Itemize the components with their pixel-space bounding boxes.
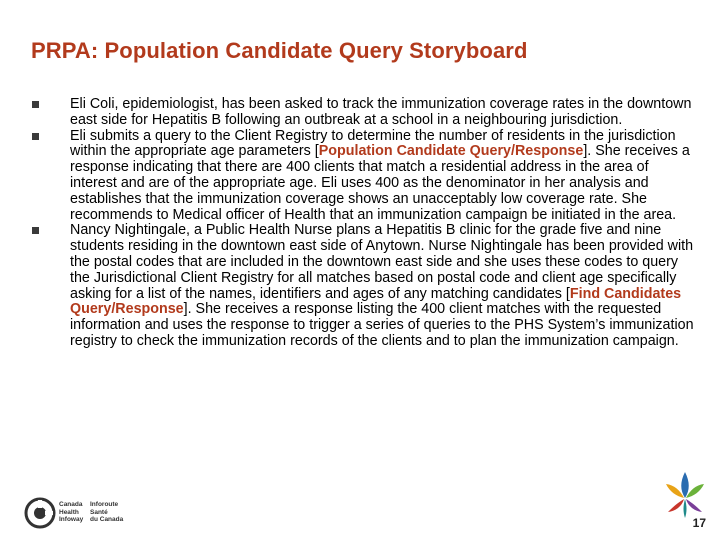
logo-line: Health <box>59 508 79 516</box>
bullet-item-eli-coli-assignment <box>30 97 694 129</box>
logo-text-english <box>59 501 83 524</box>
logo-line: du Canada <box>90 516 124 523</box>
square-bullet-icon <box>32 101 39 108</box>
logo-line: Canada <box>59 501 83 508</box>
bullet-list <box>30 97 694 350</box>
bullet-text-after: ]. She receives a response listing the 400 client matches with the requested information and uses the response to trigger a series of queries to the PHS System’s immunization registry to check the immunization records of the clients and to plan the immunization campaign. <box>70 301 694 349</box>
square-bullet-icon <box>32 133 39 140</box>
logo-line: Inforoute <box>90 501 119 508</box>
highlight-population-candidate-query: Population Candidate Query/Response <box>318 143 584 160</box>
bullet-item-eli-query <box>30 129 694 224</box>
page-number: 17 <box>692 516 706 530</box>
highlight-find-candidates-query: Find Candidates Query/Response <box>70 285 682 318</box>
logo-line: Santé <box>90 508 108 516</box>
bullet-text-before: Eli submits a query to the Client Registry to determine the number of residents in the jurisdiction within the appropriate age parameters [ <box>70 127 676 160</box>
bullet-item-nancy-nightingale <box>30 223 694 349</box>
square-bullet-icon <box>32 227 39 234</box>
infoway-logo-icon <box>24 497 56 529</box>
logo-text-french <box>90 501 123 524</box>
bullet-text-after: ]. She receives a response indicating that there are 400 clients that match a residential address in the area of interest and are of the appropriate age. Eli uses 400 as the denominator in her analysis and establishes that the immunization coverage shows an unacceptably low coverage rate. She recommends to Medical officer of Health that an immunization campaign be initiated in the area. <box>70 143 690 223</box>
bullet-text-before: Nancy Nightingale, a Public Health Nurse plans a Hepatitis B clinic for the grade five and nine students residing in the downtown east side of Anytown. Nurse Nightingale has been provided with the postal codes that are included in the downtown east side and she uses these codes to query the Jurisdictional Client Registry for all matches based on postal code and client age specifically asking for a list of the names, identifiers and ages of any matching candidates [ <box>70 222 694 302</box>
canada-health-infoway-logo <box>24 495 134 533</box>
logo-line: Infoway <box>59 516 84 523</box>
slide-title: PRPA: Population Candidate Query Storyboard <box>31 38 528 63</box>
bullet-text: Eli Coli, epidemiologist, has been asked to track the immunization coverage rates in the downtown east side for Hepatitis B following an outbreak at a school in a neighbouring jurisdiction. <box>70 96 692 128</box>
